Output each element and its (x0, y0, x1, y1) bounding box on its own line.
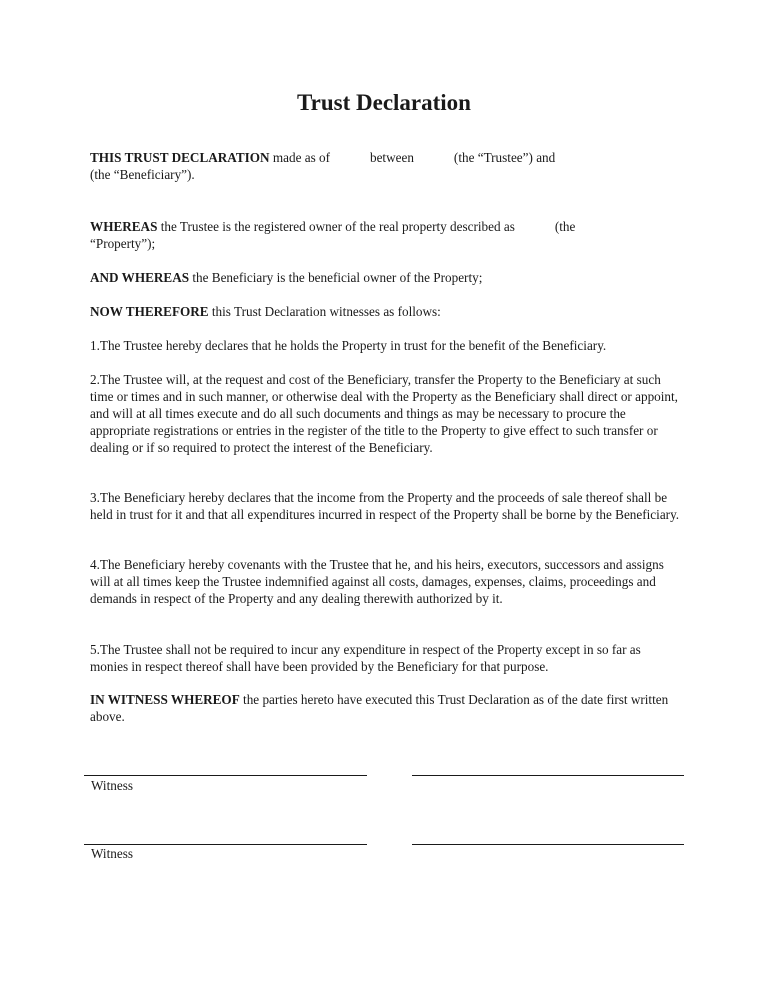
and-whereas-text: the Beneficiary is the beneficial owner of the Property; (189, 270, 483, 285)
witness-label-1: Witness (91, 778, 133, 793)
party-signature-line-2 (412, 844, 684, 845)
clause-5: 5.The Trustee shall not be required to incur any expenditure in respect of the Property except in so far as monies in respect thereof shall have been provided by the Beneficiary for that purpose. (90, 642, 641, 674)
intro-paragraph (90, 150, 680, 184)
now-therefore-lead: NOW THEREFORE (90, 304, 209, 319)
witness-label-2: Witness (91, 846, 133, 861)
witness-clause-text: the parties hereto have executed this Trust Declaration as of the date first written above. (90, 692, 669, 724)
whereas-property-ref: “Property”); (90, 235, 156, 251)
clause-4: 4.The Beneficiary hereby covenants with the Trustee that he, and his heirs, executors, successors and assigns will at all times keep the Trustee indemnified against all costs, damages, expenses, claims, proceedings and demands in respect of the Property and any dealing therewith authorized by it. (90, 557, 664, 606)
now-therefore-text: this Trust Declaration witnesses as follows: (208, 304, 441, 319)
witness-signature-line-1 (84, 775, 367, 776)
document-title: Trust Declaration (297, 90, 471, 115)
now-therefore-paragraph (90, 304, 680, 321)
witness-clause-lead: IN WITNESS WHEREOF (90, 692, 240, 707)
and-whereas-paragraph (90, 270, 680, 287)
clause-1: 1.The Trustee hereby declares that he holds the Property in trust for the benefit of the Beneficiary. (90, 338, 607, 353)
intro-lead: THIS TRUST DECLARATION (90, 150, 270, 165)
intro-beneficiary-ref: (the “Beneficiary”). (90, 166, 195, 182)
and-whereas-lead: AND WHEREAS (90, 270, 190, 285)
intro-trustee-ref: (the “Trustee”) and (453, 150, 556, 165)
whereas-the-open: (the (554, 219, 576, 234)
intro-between: between (369, 150, 414, 165)
clause-2: 2.The Trustee will, at the request and cost of the Beneficiary, transfer the Property to the Beneficiary at such time or times and in such manner, or otherwise deal with the Property as the Beneficiary shall direct or appoint, and will at all times execute and do all such documents and things as may be necessary to procure the appropriate registrations or entries in the register of the title to the Property to give effect to such transfer or dealing or if so required to protect the interest of the Beneficiary. (90, 372, 678, 455)
whereas-lead: WHEREAS (90, 219, 158, 234)
intro-made-as-of: made as of (269, 150, 330, 165)
party-signature-line-1 (412, 775, 684, 776)
witness-signature-line-2 (84, 844, 367, 845)
clause-3: 3.The Beneficiary hereby declares that the income from the Property and the proceeds of sale thereof shall be held in trust for it and that all expenditures incurred in respect of the Property shall be borne by the Beneficiary. (90, 490, 680, 522)
witness-clause (90, 692, 680, 726)
whereas-paragraph (90, 219, 680, 253)
whereas-text: the Trustee is the registered owner of the real property described as (157, 219, 515, 234)
